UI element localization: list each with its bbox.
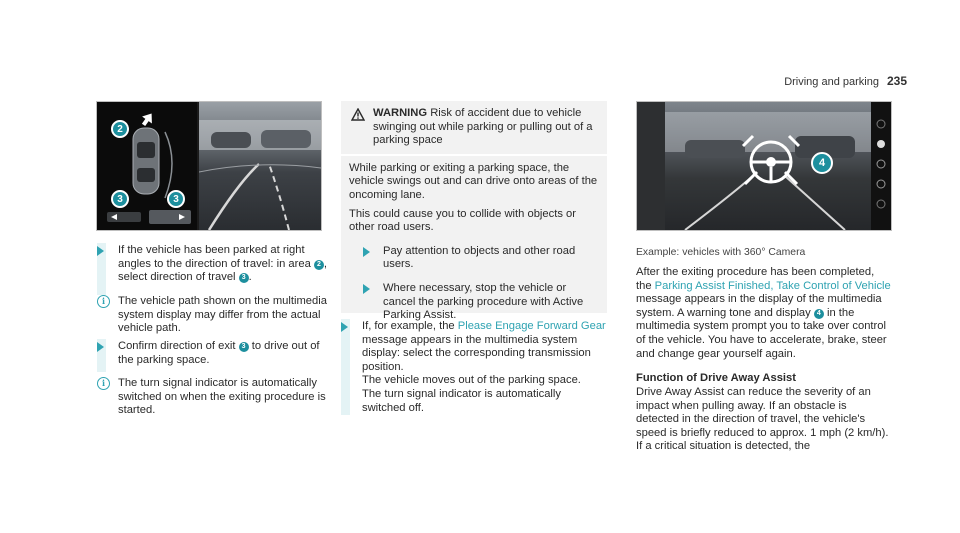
camera-view-panel	[665, 102, 871, 230]
warning-step: Pay attention to objects and other road users.	[349, 245, 599, 272]
message-link[interactable]: Please Engage Forward Gear	[457, 320, 606, 332]
note-turn-signal: i The turn signal indicator is automatically switched on when the exiting procedure is started.	[97, 377, 337, 418]
step-select-direction: If the vehicle has been parked at right angles to the direction of travel: in area 2 , select direction of travel 3 .	[97, 244, 337, 285]
message-link[interactable]: Parking Assist Finished, Take Control of Vehicle	[654, 279, 891, 292]
callout-3-right: 3	[167, 190, 185, 208]
step-arrow-icon	[97, 246, 104, 256]
parking-display-figure	[96, 101, 322, 231]
callout-2: 2	[111, 120, 129, 138]
camera-scene-icon	[665, 102, 871, 230]
display-left-panel	[637, 102, 665, 230]
section-title: Driving and parking	[784, 76, 879, 88]
step-confirm-exit: Confirm direction of exit 3 to drive out of the parking space.	[97, 340, 337, 367]
note-vehicle-path: i The vehicle path shown on the multimedia system display may differ from the actual vehicle path.	[97, 295, 337, 336]
inline-callout: 3	[239, 273, 249, 283]
step-arrow-icon	[363, 284, 370, 294]
info-icon: i	[97, 377, 110, 390]
section-heading: Function of Drive Away Assist	[636, 372, 796, 384]
vehicle-top-view-panel	[97, 102, 197, 230]
callout-3-left: 3	[111, 190, 129, 208]
info-icon: i	[97, 295, 110, 308]
step-arrow-icon	[97, 342, 104, 352]
inline-callout: 3	[239, 342, 249, 352]
vehicle-top-view-icon	[97, 102, 197, 230]
warning-heading: WARNING Risk of accident due to vehicle swinging out while parking or pulling out of a parking space	[341, 101, 607, 156]
drive-away-paragraph: Drive Away Assist can reduce the severity of an impact when pulling away. If an obstacle is detected in the direction of travel, the vehicle's speed is briefly reduced to approx. 1 mph (2 km/h). If a critical situation is detected, the	[636, 386, 889, 453]
warning-body: While parking or exiting a parking space, the vehicle swings out and can drive onto areas of the oncoming lane. This could cause you to collide with objects or other road users. Pay attention to objects and other road users. Where necessary, stop the vehicle or cancel the parking procedure with Active Parking Assist.	[349, 161, 598, 322]
inline-callout: 4	[814, 309, 824, 319]
warning-step: Where necessary, stop the vehicle or cancel the parking procedure with Active Parking Assist.	[349, 282, 599, 323]
completion-paragraph: After the exiting procedure has been completed, the Parking Assist Finished, Take Control of Vehicle message appears in the display of the multimedia system. A warning tone and display 4 in the multimedia system prompt you to take over control of the vehicle. You have to accelerate, brake, steer and change gear yourself again.	[636, 266, 891, 360]
display-side-menu	[871, 102, 891, 230]
camera-display-figure	[636, 101, 892, 231]
camera-scene-icon	[199, 102, 321, 230]
warning-triangle-icon	[351, 108, 365, 121]
callout-4: 4	[811, 152, 833, 174]
figure-caption: Example: vehicles with 360° Camera	[636, 247, 806, 258]
menu-icons	[871, 102, 891, 230]
step-engage-gear: If, for example, the Please Engage Forward Gear message appears in the multimedia system display: select the corresponding transmission position. The vehicle moves out of the parking space. The turn signal indicator is automatically switched off.	[341, 320, 607, 415]
camera-view-panel	[199, 102, 321, 230]
page-header	[784, 74, 907, 88]
inline-callout: 2	[314, 260, 324, 270]
step-arrow-icon	[363, 247, 370, 257]
warning-box	[341, 101, 607, 322]
step-arrow-icon	[341, 322, 348, 332]
page-number: 235	[886, 74, 907, 88]
